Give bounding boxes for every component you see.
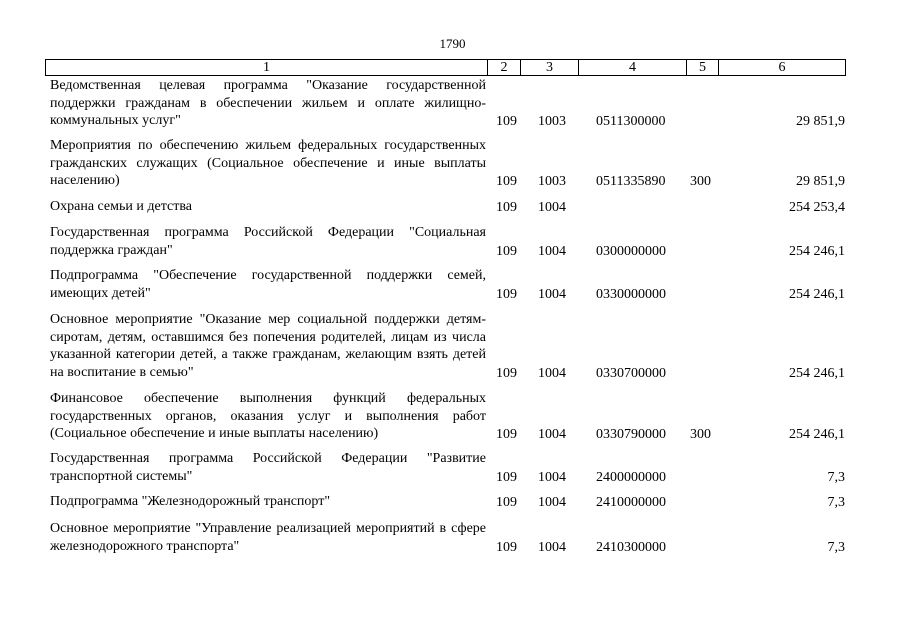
row-code-4: 0330000000 (596, 286, 666, 302)
row-description: Основное мероприятие "Управление реализацией мероприятий в сфере железнодорожного транспорта" (50, 521, 486, 554)
row-code-3: 1003 (538, 113, 566, 129)
table-row (0, 224, 905, 260)
row-code-4: 0330700000 (596, 365, 666, 381)
row-description: Финансовое обеспечение выполнения функций федеральных государственных органов, оказания услуг и выполнения работ (Социальное обеспечение и иные выплаты населению) (50, 391, 486, 441)
row-code-2: 109 (496, 199, 517, 215)
row-code-2: 109 (496, 365, 517, 381)
row-description: Основное мероприятие "Оказание мер социальной поддержки детям-сиротам, детям, оставшимся без попечения родителей, лицам из числа указанной категории детей, а также гражданам, желающим взять детей на воспитание в семью" (50, 312, 486, 380)
column-header-6: 6 (778, 60, 786, 75)
table-row (0, 450, 905, 486)
row-amount: 254 246,1 (789, 365, 845, 381)
table-row (0, 390, 905, 443)
row-code-2: 109 (496, 426, 517, 442)
row-amount: 29 851,9 (796, 173, 845, 189)
row-code-2: 109 (496, 173, 517, 189)
row-code-3: 1003 (538, 173, 566, 189)
table-row (0, 137, 905, 190)
row-code-4: 2400000000 (596, 469, 666, 485)
row-code-4: 2410300000 (596, 539, 666, 555)
row-amount: 7,3 (827, 494, 845, 510)
row-amount: 254 246,1 (789, 426, 845, 442)
row-code-3: 1004 (538, 426, 566, 442)
column-header-2: 2 (488, 60, 521, 75)
row-amount: 7,3 (827, 469, 845, 485)
table-row (0, 267, 905, 303)
table-row (0, 77, 905, 130)
row-amount: 7,3 (827, 539, 845, 555)
row-code-3: 1004 (538, 365, 566, 381)
column-header-1: 1 (46, 60, 488, 75)
row-code-2: 109 (496, 494, 517, 510)
row-code-3: 1004 (538, 243, 566, 259)
row-description: Подпрограмма "Обеспечение государственной поддержки семей, имеющих детей" (50, 268, 486, 301)
table-row (0, 520, 905, 556)
row-amount: 254 246,1 (789, 286, 845, 302)
column-header-3: 3 (521, 60, 579, 75)
table-row (0, 493, 905, 511)
row-code-2: 109 (496, 243, 517, 259)
row-code-5: 300 (690, 426, 711, 442)
table-row (0, 311, 905, 382)
row-code-2: 109 (496, 539, 517, 555)
row-amount: 29 851,9 (796, 113, 845, 129)
row-code-4: 2410000000 (596, 494, 666, 510)
row-code-3: 1004 (538, 494, 566, 510)
row-description: Государственная программа Российской Федерации "Социальная поддержка граждан" (50, 225, 486, 258)
row-description: Охрана семьи и детства (50, 199, 192, 214)
row-code-4: 0511335890 (596, 173, 666, 189)
row-code-4: 0330790000 (596, 426, 666, 442)
row-description: Государственная программа Российской Федерации "Развитие транспортной системы" (50, 451, 486, 484)
table-row (0, 198, 905, 216)
row-code-5: 300 (690, 173, 711, 189)
row-description: Подпрограмма "Железнодорожный транспорт" (50, 494, 331, 509)
table-header (45, 59, 846, 76)
column-header-4: 4 (579, 60, 687, 75)
row-code-3: 1004 (538, 539, 566, 555)
row-code-4: 0511300000 (596, 113, 666, 129)
row-description: Мероприятия по обеспечению жильем федеральных государственных гражданских служащих (Социальное обеспечение и иные выплаты населению) (50, 138, 486, 188)
column-header-5: 5 (687, 60, 719, 75)
page-number: 1790 (439, 36, 466, 51)
row-code-2: 109 (496, 469, 517, 485)
row-amount: 254 246,1 (789, 243, 845, 259)
row-code-2: 109 (496, 113, 517, 129)
row-code-3: 1004 (538, 286, 566, 302)
row-description: Ведомственная целевая программа "Оказание государственной поддержки гражданам в обеспечении жильем и оплате жилищно-коммунальных услуг" (50, 78, 486, 128)
row-code-4: 0300000000 (596, 243, 666, 259)
row-code-3: 1004 (538, 199, 566, 215)
row-amount: 254 253,4 (789, 199, 845, 215)
row-code-3: 1004 (538, 469, 566, 485)
row-code-2: 109 (496, 286, 517, 302)
